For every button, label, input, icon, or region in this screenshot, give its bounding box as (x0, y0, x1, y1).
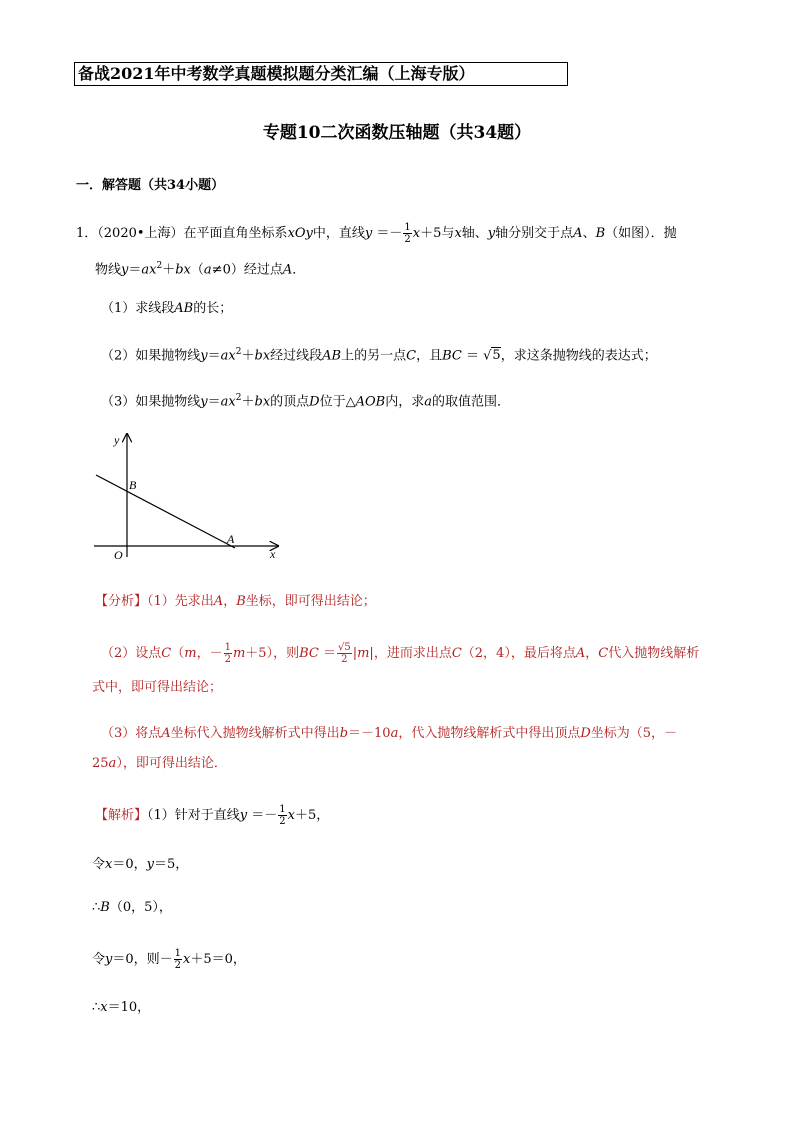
solution-line-1: 【解析】（1）针对于直线y ＝－ $\frac{1}{2}$ x＋5， (95, 804, 330, 827)
analysis-line-4: （3）将点A坐标代入抛物线解析式中得出b＝－10a，代入抛物线解析式中得出顶点D坐标为（5，－ (101, 726, 678, 741)
analysis-line-1: 【分析】（1）先求出A，B坐标，即可得出结论； (95, 594, 376, 609)
point-a-label: A (227, 532, 235, 546)
x-axis-label: x (270, 547, 276, 561)
solution-line-4: 令y＝0，则－ $\frac{1}{2}$ x＋5＝0， (92, 948, 246, 971)
topic-title: 专题10二次函数压轴题（共34题） (262, 123, 532, 143)
analysis-line-2: （2）设点C（m，－ $\frac{1}{2}$ m＋5），则BC ＝ $\frac{√5}{2}$ |m|，进而求出点C（2，4），最后将点A，C代入抛物线解析 (101, 642, 700, 665)
line-ab (96, 475, 235, 548)
coordinate-figure (90, 430, 290, 565)
analysis-line-3: 式中，即可得出结论； (92, 680, 223, 695)
analysis-line-5: 25a），即可得出结论． (92, 756, 227, 771)
point-b-label: B (129, 478, 137, 492)
question-1: （1）求线段AB的长； (101, 301, 233, 316)
question-3: （3）如果抛物线$y=ax^2+bx$的顶点D位于△AOB内，求a的取值范围． (101, 393, 511, 410)
solution-line-3: ∴B（0，5）， (92, 900, 172, 915)
solution-line-2: 令x＝0，y＝5， (92, 857, 189, 872)
problem-line-2: 物线$y=ax^2+bx(a\ne 0)$经过点A． (95, 261, 306, 278)
header-title: 备战2021年中考数学真题模拟题分类汇编（上海专版） (74, 62, 568, 86)
section-heading: 一．解答题（共34小题） (76, 178, 225, 193)
y-axis-label: y (114, 433, 120, 447)
question-2: （2）如果抛物线$y=ax^2+bx$经过线段AB上的另一点C，且BC ＝ √5，求这条抛物线的表达式； (101, 347, 657, 364)
problem-line-1: 1．（2020•上海）在平面直角坐标系xOy中，直线y ＝－ $\frac{1}{2}$ x＋5与x轴、y轴分别交于点A、B（如图）．抛 (76, 222, 677, 245)
origin-label: O (114, 548, 123, 562)
solution-line-5: ∴x＝10， (92, 1000, 151, 1015)
